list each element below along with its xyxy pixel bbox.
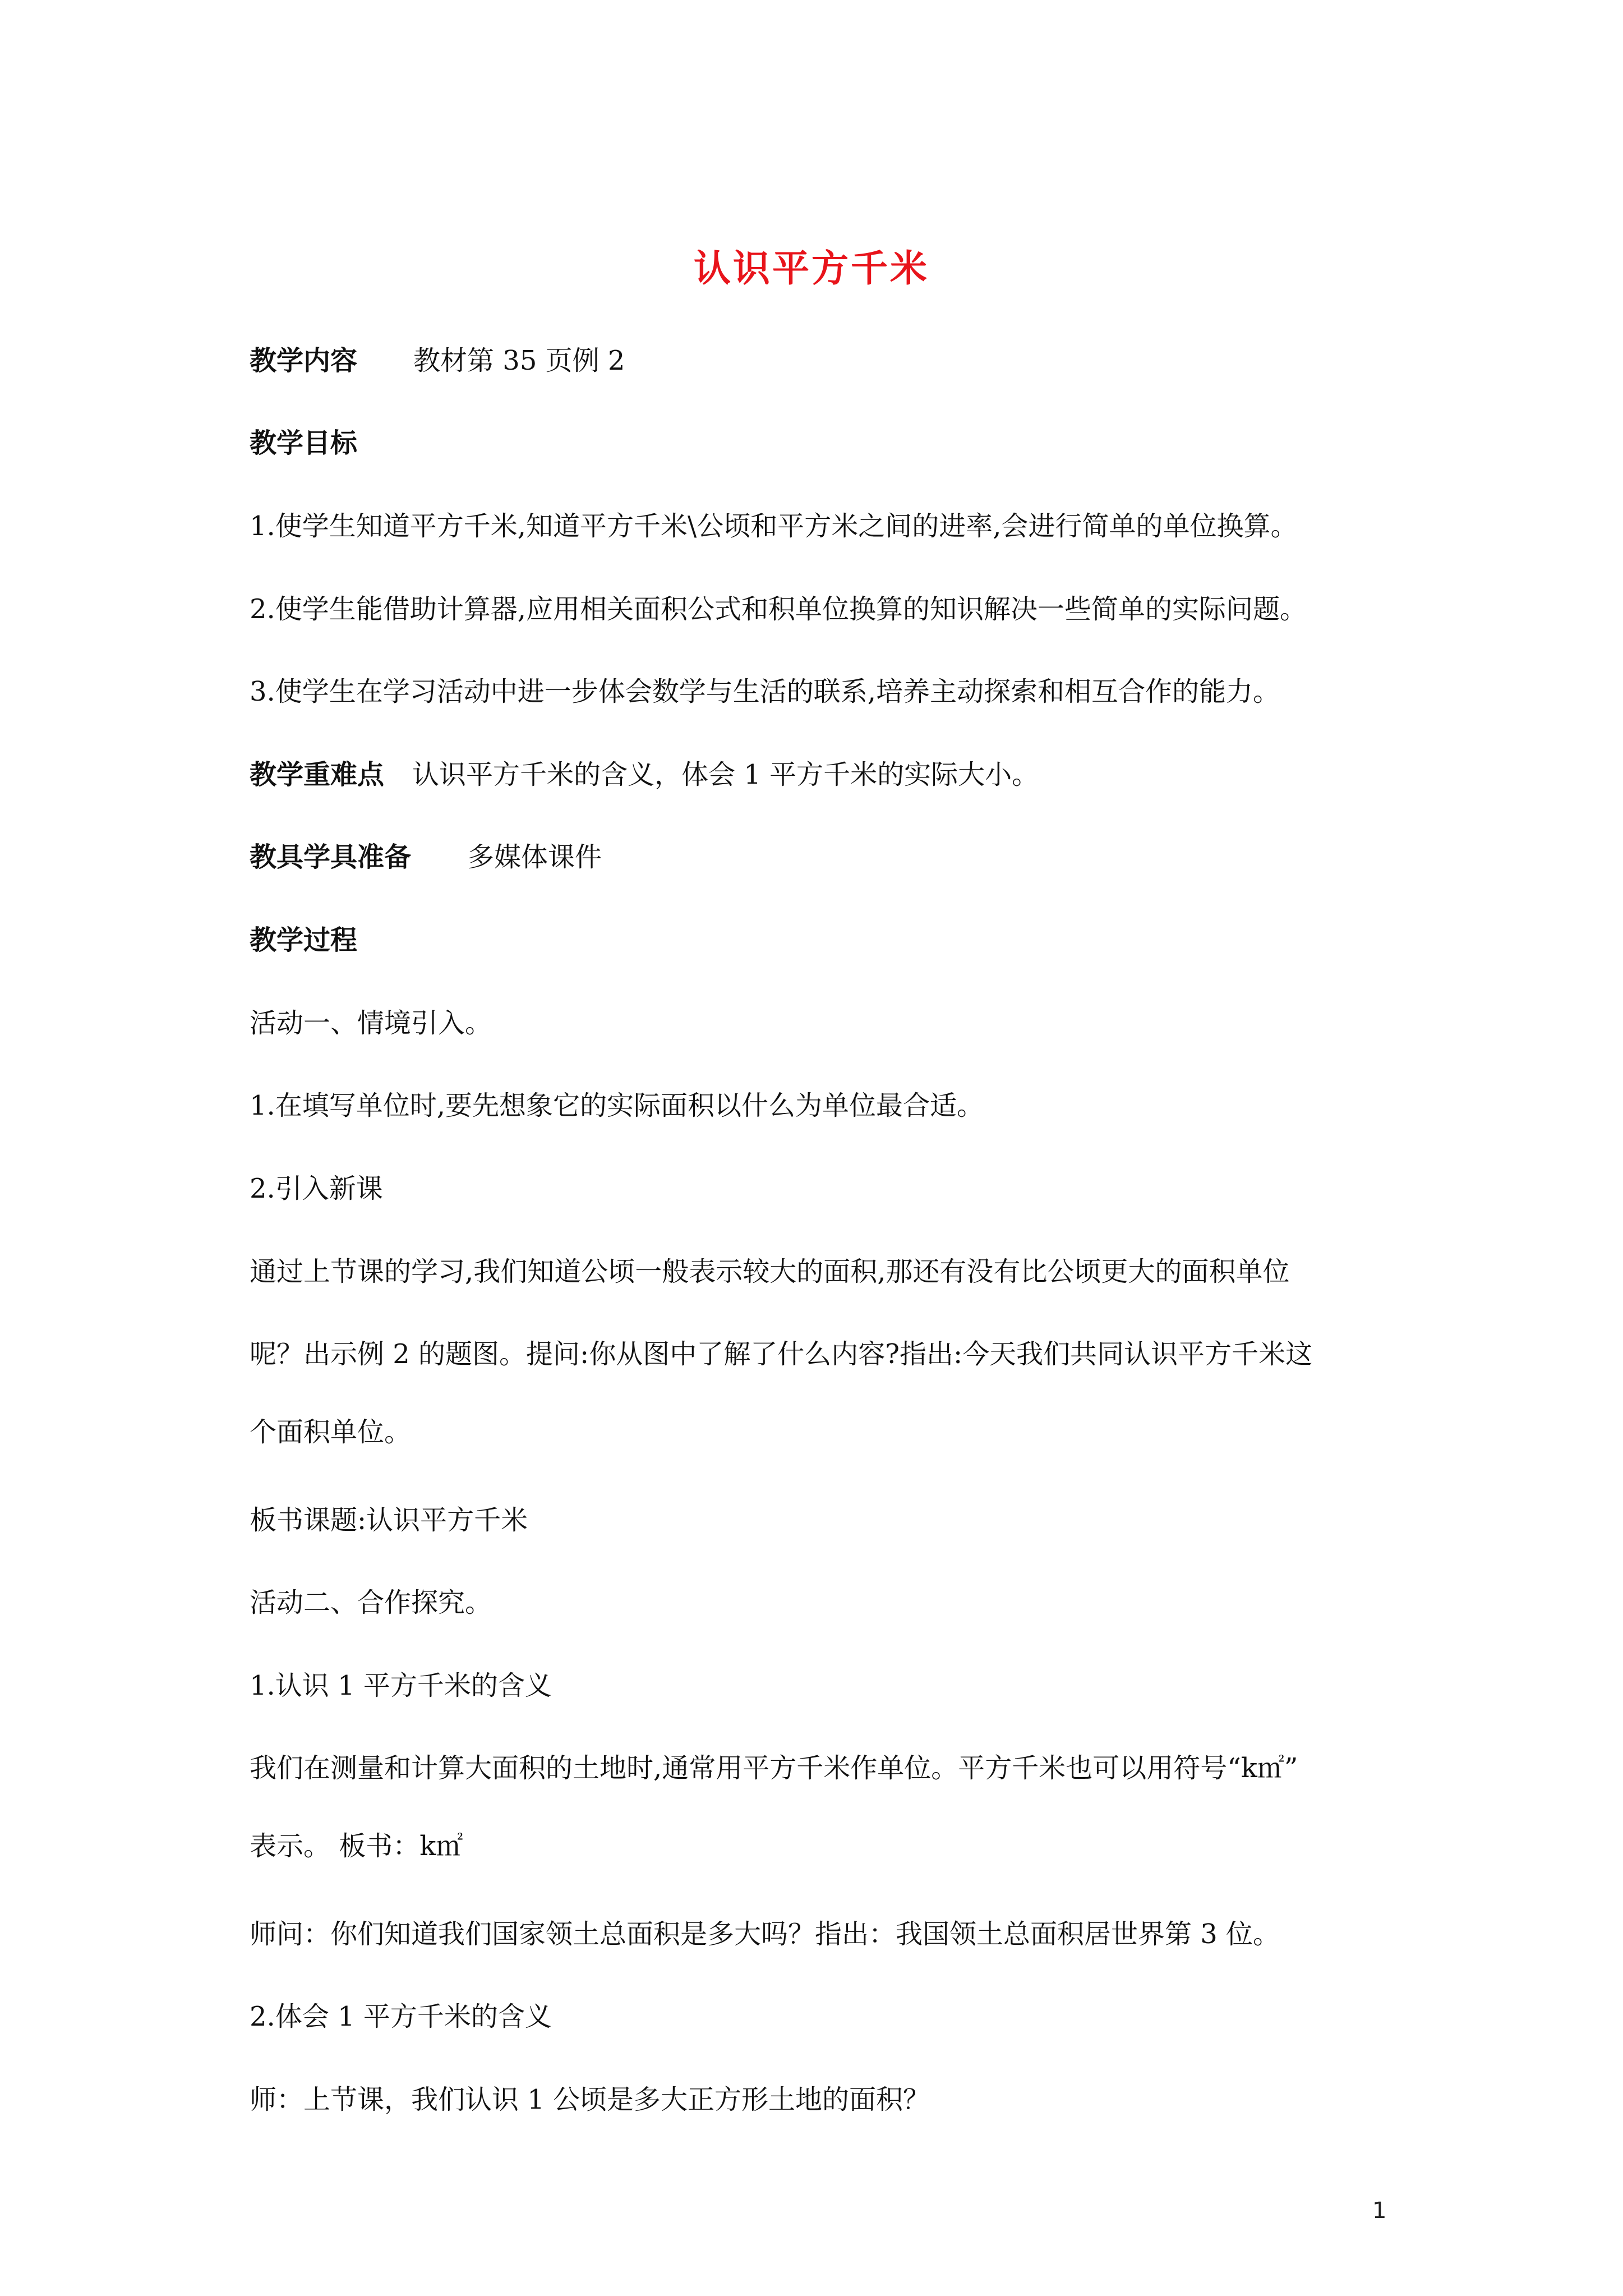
content-value: 教材第 35 页例 2 [413, 345, 625, 376]
page-number: 1 [1372, 2198, 1387, 2224]
paragraph: 板书课题:认识平方千米 [250, 1504, 528, 1536]
activity-heading: 活动二、合作探究。 [250, 1587, 492, 1618]
goal-item: 3.使学生在学习活动中进一步体会数学与生活的联系,培养主动探索和相互合作的能力。 [250, 676, 1280, 707]
key-row [250, 748, 1039, 802]
tools-value: 多媒体课件 [467, 841, 602, 873]
paragraph-line: 表示。 板书：k㎡ [250, 1830, 463, 1862]
paragraph: 师问：你们知道我们国家领土总面积是多大吗？指出：我国领土总面积居世界第 3 位。 [250, 1918, 1280, 1950]
paragraph-line: 通过上节课的学习,我们知道公顷一般表示较大的面积,那还有没有比公顷更大的面积单位 [250, 1256, 1290, 1287]
tools-row [250, 830, 602, 884]
document-title: 认识平方千米 [694, 246, 929, 290]
activity-heading: 活动一、情境引入。 [250, 1007, 492, 1039]
process-heading: 教学过程 [250, 924, 358, 956]
paragraph: 2.引入新课 [250, 1173, 383, 1204]
paragraph: 2.体会 1 平方千米的含义 [250, 2001, 552, 2032]
key-value: 认识平方千米的含义，体会 1 平方千米的实际大小。 [412, 759, 1039, 790]
paragraph-line: 个面积单位。 [250, 1416, 412, 1448]
goal-item: 2.使学生能借助计算器,应用相关面积公式和积单位换算的知识解决一些简单的实际问题。 [250, 593, 1307, 625]
tools-label: 教具学具准备 [250, 841, 412, 873]
goals-heading: 教学目标 [250, 427, 358, 459]
paragraph: 师：上节课，我们认识 1 公顷是多大正方形土地的面积？ [250, 2084, 930, 2115]
content-label: 教学内容 [250, 345, 358, 376]
paragraph-line: 呢？出示例 2 的题图。提问:你从图中了解了什么内容?指出:今天我们共同认识平方千米这 [250, 1338, 1313, 1370]
paragraph: 1.认识 1 平方千米的含义 [250, 1670, 552, 1701]
key-label: 教学重难点 [250, 759, 385, 790]
paragraph-line: 我们在测量和计算大面积的土地时,通常用平方千米作单位。平方千米也可以用符号“k㎡” [250, 1752, 1298, 1784]
content-row [250, 334, 625, 388]
goal-item: 1.使学生知道平方千米,知道平方千米\公顷和平方米之间的进率,会进行简单的单位换算。 [250, 510, 1298, 542]
paragraph: 1.在填写单位时,要先想象它的实际面积以什么为单位最合适。 [250, 1090, 984, 1121]
